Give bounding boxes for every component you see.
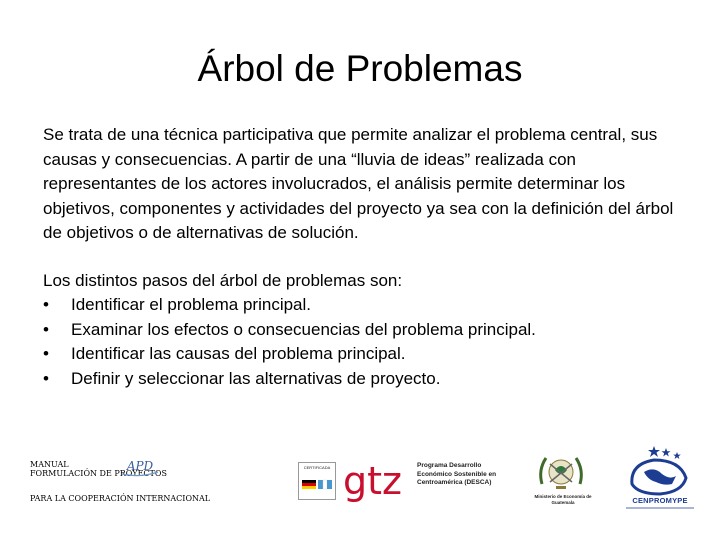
description-paragraph: Se trata de una técnica participativa que permite analizar el problema central, sus causas y consecuencias. A partir de una “lluvia de ideas” realizada con representantes de los actores involucrados, el análisis permite determinar los objetivos, componentes y actividades del proyecto ya sea con la definición del árbol de objetivos o de alternativas de solución. xyxy=(43,125,674,242)
gtz-logo-mark xyxy=(341,456,409,502)
manual-footer xyxy=(30,458,211,506)
list-item xyxy=(43,293,693,318)
list-item-text: Definir y seleccionar las alternativas de proyecto. xyxy=(71,368,441,388)
slide-title: Árbol de Problemas xyxy=(197,48,523,89)
coat-of-arms-icon xyxy=(536,450,586,494)
list-item-text: Examinar los efectos o consecuencias del problema principal. xyxy=(71,319,536,339)
manual-label: MANUAL xyxy=(30,460,69,469)
ministerio-text: Ministerio de Economía de Guatemala xyxy=(534,494,592,505)
certification-text: CERTIFICADA xyxy=(303,465,331,470)
desca-program-text: Programa Desarrollo Económico Sostenible en Centroamérica (DESCA) xyxy=(417,462,497,486)
manual-title: FORMULACIÓN DE PROYECTOS xyxy=(30,469,167,478)
steps-list xyxy=(43,293,693,391)
bullet-icon: • xyxy=(43,295,49,314)
list-intro: Los distintos pasos del árbol de problemas son: xyxy=(43,270,403,290)
cenpromype-logo xyxy=(620,444,700,496)
apd-logo-text: APD xyxy=(126,459,154,473)
gtz-logo-text: gtz xyxy=(343,459,402,502)
gtz-logo xyxy=(341,456,409,502)
bullet-icon: • xyxy=(43,319,49,339)
list-item xyxy=(43,342,693,367)
spacer xyxy=(43,246,693,269)
list-item xyxy=(43,318,693,343)
apd-logo xyxy=(120,456,160,478)
cenpromype-text: CENPROMYPE xyxy=(632,496,688,505)
list-item-text: Identificar el problema principal. xyxy=(71,295,312,314)
list-item xyxy=(43,367,693,392)
bullet-icon: • xyxy=(43,368,49,388)
slide-content xyxy=(43,123,693,391)
flags-icon xyxy=(299,470,335,498)
certification-logo xyxy=(298,462,336,500)
list-item-text: Identificar las causas del problema principal. xyxy=(71,344,406,363)
guatemala-emblem xyxy=(536,450,586,494)
bullet-icon: • xyxy=(43,344,49,363)
manual-subtitle: PARA LA COOPERACIÓN INTERNACIONAL xyxy=(30,494,211,503)
cenpromype-underline xyxy=(618,506,702,511)
cenpromype-emblem-icon xyxy=(620,444,700,496)
